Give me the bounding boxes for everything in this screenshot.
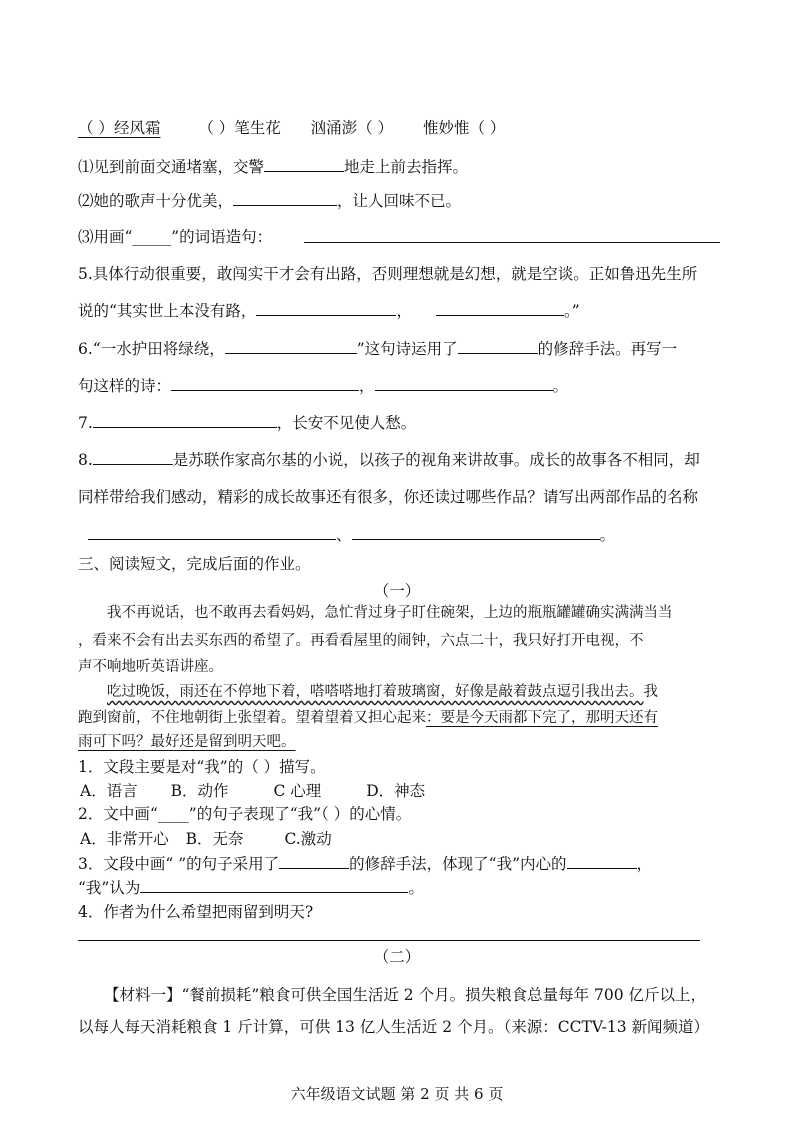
sub-question-3	[78, 226, 272, 248]
q7-number: 7.	[78, 414, 93, 432]
q3-blank-3[interactable]	[140, 878, 408, 893]
sub-1-blank[interactable]	[264, 157, 344, 172]
q8-line-1	[78, 449, 700, 471]
p1-question-3-line-2	[78, 877, 424, 899]
q8-blank-1[interactable]	[93, 450, 173, 465]
passage-p2-line-1	[107, 681, 658, 703]
q8-sep: 、	[336, 526, 352, 544]
sub-1-after: 地走上前去指挥。	[344, 158, 469, 176]
straight-underlined-sentence-a: ：要是今天雨都下完了，那明天还有	[426, 710, 658, 726]
idiom-4-blank[interactable]: （ ）	[469, 119, 506, 137]
q6-text-d: 句这样的诗：	[78, 377, 172, 395]
q8-blank-2[interactable]	[88, 525, 336, 540]
idiom-2-text: 笔生花	[234, 119, 281, 137]
sub-1-before: ⑴见到前面交通堵塞，交警	[78, 158, 265, 176]
q3-blank-1[interactable]	[279, 854, 349, 869]
idiom-2-blank[interactable]: （ ）	[198, 119, 235, 137]
q5-text-a: 说的“其实世上本没有路，	[78, 302, 257, 320]
q5-blank-2[interactable]	[436, 301, 564, 316]
q1-option-a[interactable]: A．语言	[80, 782, 138, 800]
q5-line-1: 5.具体行动很重要，敢闯实干才会有出路，否则理想就是幻想，就是空谈。正如鲁迅先生所	[78, 265, 698, 283]
sub-2-before: ⑵她的歌声十分优美，	[78, 192, 234, 210]
part-2-heading: （二）	[373, 948, 421, 966]
material-1-line-2: 以每人每天消耗粮食 1 斤计算，可供 13 亿人生活近 2 个月。（来源：CCTV-13 新闻频道）	[78, 1018, 709, 1036]
q6-line-1	[78, 338, 677, 360]
sub-2-after: ，让人回味不已。	[337, 192, 462, 210]
passage-p1-line-1: 我不再说话，也不敢再去看妈妈，急忙背过身子盯住碗架，上边的瓶瓶罐罐确实满满当当	[107, 605, 673, 621]
q7	[78, 412, 416, 434]
p1-question-1: 1．文段主要是对“我”的（ ）描写。	[78, 758, 326, 776]
idiom-4-text: 惟妙惟	[422, 119, 470, 137]
p1-question-4: 4．作者为什么希望把雨留到明天?	[78, 903, 314, 921]
passage-p2-line-2-a: 跑到窗前，不住地朝街上张望着。望着望着又担心起来	[78, 710, 426, 726]
sub-2-blank[interactable]	[233, 191, 337, 206]
passage-p1-line-2: ，看来不会有出去买东西的希望了。再看看屋里的闹钟，六点二十，我只好打开电视，不	[78, 633, 644, 649]
q3-text-c: ，	[636, 855, 653, 873]
q5-blank-1[interactable]	[256, 301, 396, 316]
q6-text-c: 的修辞手法。再写一	[537, 340, 678, 358]
passage-p2-line-1-end: 我	[643, 684, 658, 700]
q5-line-2	[78, 300, 580, 322]
idiom-1-text: 经风霜	[113, 119, 161, 137]
wavy-underlined-sentence: 吃过晚饭，雨还在不停地下着，嗒嗒嗒地打着玻璃窗，好像是敲着鼓点逗引我出去。	[107, 684, 644, 700]
q6-text-a: 6.“一水护田将绿绕，	[78, 340, 225, 358]
section-3-title: 三、阅读短文，完成后面的作业。	[78, 555, 311, 573]
passage-p2-line-3	[78, 731, 296, 753]
idiom-3-text: 汹涌澎	[310, 119, 358, 137]
material-1-line-1: 【材料一】“餐前损耗”粮食可供全国生活近 2 个月。损失粮食总量每年 700 亿斤以上，	[104, 986, 707, 1004]
q8-line-3	[88, 524, 615, 546]
sub-3-answer-line[interactable]	[304, 242, 720, 243]
idiom-1	[78, 119, 168, 137]
q6-blank-3[interactable]	[171, 376, 359, 391]
part-1-heading: （一）	[373, 582, 421, 600]
q6-text-b: ”这句诗运用了	[356, 340, 458, 358]
q8-number: 8.	[78, 451, 93, 469]
passage-p2-line-2	[78, 707, 658, 729]
q8-line-2: 同样带给我们感动，精彩的成长故事还有很多，你还读过哪些作品？请写出两部作品的名称	[78, 488, 699, 506]
q1-option-b[interactable]: B．动作	[170, 782, 229, 800]
q6-text-e: ，	[359, 377, 375, 395]
q1-option-d[interactable]: D．神态	[366, 782, 426, 800]
q8-blank-3[interactable]	[352, 525, 600, 540]
q2-option-b[interactable]: B．无奈	[185, 830, 244, 848]
q3-text-d: “我”认为	[78, 879, 141, 897]
q3-text-e: 。	[408, 879, 424, 897]
p1-question-1-options	[80, 780, 425, 802]
q5-text-b: ，	[396, 302, 412, 320]
q1-option-c[interactable]: C 心理	[273, 782, 322, 800]
p1-question-2: 2．文中画“____”的句子表现了“我”（ ）的心情。	[78, 805, 412, 823]
q6-text-f: 。	[552, 377, 569, 395]
q8-end: 。	[599, 526, 616, 544]
idiom-row	[78, 117, 505, 139]
q5-text-c: 。”	[563, 302, 580, 320]
q3-text-a: 3．文段中画“ ”的句子采用了	[78, 855, 280, 873]
q6-blank-4[interactable]	[375, 376, 553, 391]
sub-question-2	[78, 190, 461, 212]
sub-3-text: ⑶用画“_____”的词语造句：	[78, 228, 273, 246]
straight-underlined-sentence-b: 雨可下吗？最好还是留到明天吧。	[78, 734, 296, 750]
q2-option-c[interactable]: C.激动	[284, 830, 332, 848]
q4-answer-line[interactable]	[78, 940, 700, 941]
q7-text: ，长安不见使人愁。	[276, 414, 417, 432]
q8-text-1: 是苏联作家高尔基的小说，以孩子的视角来讲故事。成长的故事各不相同，却	[172, 451, 700, 469]
passage-p1-line-3: 声不响地听英语讲座。	[78, 659, 223, 675]
idiom-3-blank[interactable]: （ ）	[357, 119, 394, 137]
q6-blank-2[interactable]	[458, 339, 538, 354]
p1-question-3-line-1	[78, 853, 652, 875]
page-footer: 六年级语文试题 第 2 页 共 6 页	[290, 1085, 504, 1103]
idiom-1-blank[interactable]: （ ）	[78, 119, 114, 137]
q3-blank-2[interactable]	[567, 854, 637, 869]
q6-blank-1[interactable]	[225, 339, 357, 354]
q7-blank[interactable]	[93, 413, 277, 428]
q2-option-a[interactable]: A．非常开心	[80, 830, 169, 848]
sub-question-1	[78, 156, 468, 178]
p1-question-2-options	[80, 828, 332, 850]
q3-text-b: 的修辞手法，体现了“我”内心的	[349, 855, 567, 873]
q6-line-2	[78, 375, 568, 397]
